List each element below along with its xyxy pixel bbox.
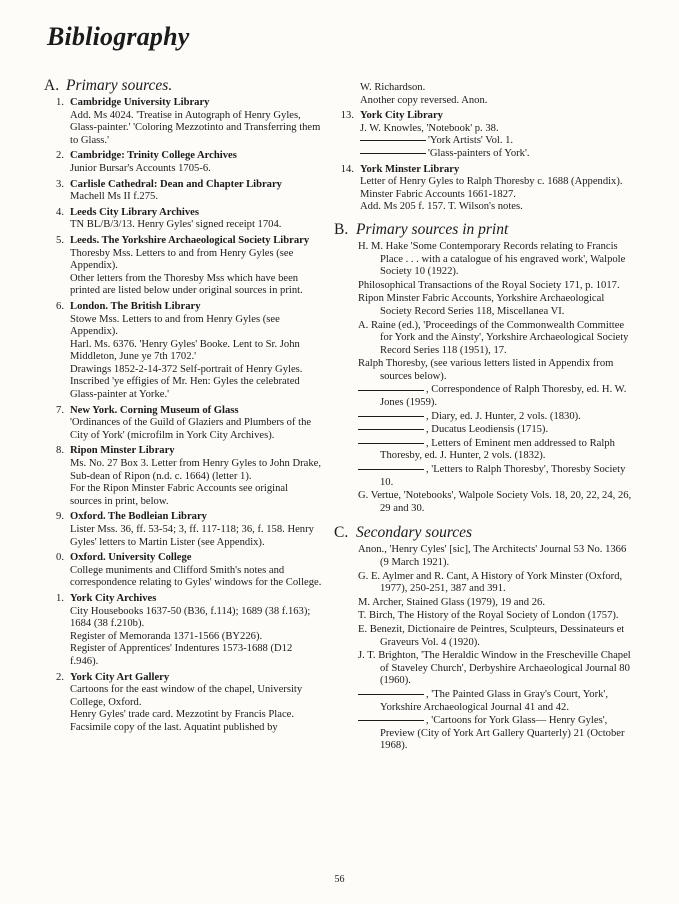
bib-item: G. Vertue, 'Notebooks', Walpole Society Vols. 18, 20, 22, 24, 26, 29 and 30.	[358, 490, 632, 514]
bib-item: A. Raine (ed.), 'Proceedings of the Commonwealth Committee for York and the Ainsty', Yorkshire Archaeological Society Record Series 118 (1951), 17.	[358, 319, 629, 356]
entry-text: Register of Apprentices' Indentures 1573-1688 (D12 f.946).	[70, 643, 293, 667]
entry-repository: Cambridge: Trinity College Archives	[70, 150, 237, 162]
ditto-line	[360, 148, 634, 161]
page-number: 56	[334, 874, 345, 885]
section-title: Primary sources in print	[356, 220, 509, 238]
entry-text: Add. Ms 205 f. 157. T. Wilson's notes.	[360, 201, 523, 213]
entry-text: J. W. Knowles, 'Notebook' p. 38.	[360, 122, 499, 134]
entry-text: TN BL/B/3/13. Henry Gyles' signed receipt 1704.	[70, 219, 282, 231]
entry-text: , 'Cartoons for York Glass— Henry Gyles', Preview (City of York Art Gallery Quarterly) 21 (October 1968).	[380, 715, 625, 752]
entry-text: College muniments and Clifford Smith's notes and correspondence relating to Gyles' windows for the College.	[70, 564, 322, 589]
entry-text: Add. Ms 4024. 'Treatise in Autograph of Henry Gyles, Glass-painter.' 'Coloring Mezzotinto and Transferring them to Glass.'	[70, 109, 321, 146]
entry-repository: London. The British Library	[70, 300, 201, 312]
ditto-rule	[358, 390, 424, 391]
entry-text: Lister Mss. 36, ff. 53-54; 3, ff. 117-118; 36, f. 158. Henry Gyles' letters to Martin Lister (see Appendix).	[70, 524, 314, 548]
bib-item: E. Benezit, Dictionaire de Peintres, Sculpteurs, Dessinateurs et Graveurs Vol. 4 (1920).	[358, 623, 625, 648]
ditto-rule	[358, 429, 424, 430]
ditto-item	[334, 384, 634, 409]
bib-entry	[44, 207, 322, 232]
ditto-item	[334, 438, 634, 463]
ditto-rule	[360, 153, 426, 154]
entry-number: 8.	[56, 445, 64, 457]
entry-number: 1.	[56, 97, 64, 108]
ditto-rule	[360, 140, 426, 141]
entry-text: For the Ripon Minster Fabric Accounts see original sources in print, below.	[70, 483, 289, 507]
entry-text: City Housebooks 1637-50 (B36, f.114); 1689 (38 f.163); 1684 (38 f.210b).	[70, 605, 311, 630]
bib-entry	[44, 179, 322, 204]
bib-entry	[44, 235, 322, 298]
entry-text: Ms. No. 27 Box 3. Letter from Henry Gyles to John Drake, Sub-dean of Ripon (n.d. c. 1664) (letter 1).	[70, 458, 321, 482]
bib-item: Ripon Minster Fabric Accounts, Yorkshire Archaeological Society Record Series 118, Miscellanea VI.	[358, 293, 605, 317]
section-letter: B.	[334, 220, 349, 238]
entry-text: Letter of Henry Gyles to Ralph Thoresby c. 1688 (Appendix).	[360, 176, 623, 188]
entry-repository: Cambridge University Library	[70, 97, 210, 108]
bib-entry	[44, 445, 322, 508]
entry-repository: Oxford. The Bodleian Library	[70, 511, 207, 523]
entry-number: 9.	[56, 511, 64, 523]
entry-number: 4.	[56, 206, 64, 218]
entry-text: , 'Letters to Ralph Thoresby', Thoresby Society 10.	[380, 464, 626, 488]
ditto-rule	[358, 416, 424, 417]
bib-entry	[334, 110, 634, 160]
bib-item: G. E. Aylmer and R. Cant, A History of York Minster (Oxford, 1977), 250-251, 387 and 391.	[358, 570, 623, 595]
entry-text: W. Richardson.	[360, 82, 426, 93]
entry-text: , 'The Painted Glass in Gray's Court, York', Yorkshire Archaeological Journal 41 and 42.	[380, 688, 608, 713]
entry-number: 13.	[340, 110, 354, 122]
bib-entry	[44, 672, 322, 735]
bib-entry	[44, 511, 322, 549]
bib-entry	[334, 164, 634, 214]
ditto-rule	[358, 469, 424, 470]
entry-text: Stowe Mss. Letters to and from Henry Gyles (see Appendix).	[70, 313, 280, 338]
secondary-sources-list	[334, 544, 634, 753]
entry-number: 0.	[56, 552, 64, 564]
ditto-item	[334, 715, 634, 753]
section-title: Secondary sources	[356, 524, 473, 542]
entry-number: 2.	[56, 150, 64, 162]
entry-text: , Diary, ed. J. Hunter, 2 vols. (1830).	[426, 410, 581, 422]
bib-item: Anon., 'Henry Cyles' [sic], The Architects' Journal 53 No. 1366 (9 March 1921).	[358, 544, 627, 568]
bib-entry	[44, 97, 322, 147]
entry-repository: Leeds. The Yorkshire Archaeological Society Library	[70, 234, 310, 246]
bib-item: J. T. Brighton, 'The Heraldic Window in the Frescheville Chapel of Staveley Church', Derbyshire Archaeological Journal 80 (1960).	[358, 650, 631, 687]
entry-text: , Correspondence of Ralph Thoresby, ed. H. W. Jones (1959).	[380, 384, 627, 409]
entry-text: Cartoons for the east window of the chapel, University College, Oxford.	[70, 684, 303, 708]
section-letter: C.	[334, 524, 349, 542]
ditto-rule	[358, 443, 424, 444]
primary-sources-continued	[334, 82, 634, 214]
entry-text: Junior Bursar's Accounts 1705-6.	[70, 162, 211, 174]
entry-number: 3.	[56, 178, 64, 190]
entry-text: 'Glass-painters of York'.	[428, 147, 530, 159]
ditto-line	[360, 135, 634, 148]
entry-text: Drawings 1852-2-14-372 Self-portrait of Henry Gyles. Inscribed 'ye effigies of Mr. Hen: Gyles the celebrated Glass-painter at Yorke.'	[70, 363, 303, 401]
entry-text: Register of Memoranda 1371-1566 (BY226).	[70, 630, 263, 642]
bib-entry-continued	[334, 82, 634, 107]
entry-text: Harl. Ms. 6376. 'Henry Gyles' Booke. Lent to Sr. John Middleton, June ye 7th 1702.'	[70, 338, 300, 363]
entry-repository: Leeds City Library Archives	[70, 206, 199, 218]
left-column	[44, 72, 322, 738]
bib-item: T. Birch, The History of the Royal Society of London (1757).	[358, 610, 619, 622]
bib-item: H. M. Hake 'Some Contemporary Records relating to Francis Place . . . with a catalogue of his engraved work', Walpole Society 10 (1922).	[358, 240, 626, 278]
ditto-item	[334, 464, 634, 489]
ditto-item	[334, 424, 634, 437]
entry-number: 2.	[56, 671, 64, 683]
entry-text: , Letters of Eminent men addressed to Ralph Thoresby, ed. J. Hunter, 2 vols. (1832).	[380, 437, 615, 462]
bib-entry	[44, 150, 322, 175]
entry-repository: Ripon Minster Library	[70, 445, 175, 457]
entry-number: 1.	[56, 592, 64, 604]
entry-repository: York City Archives	[70, 592, 157, 604]
ditto-item	[334, 411, 634, 424]
section-a-heading	[44, 76, 322, 95]
section-c-heading	[334, 523, 634, 542]
entry-text: Another copy reversed. Anon.	[360, 94, 488, 106]
bib-entry	[44, 552, 322, 590]
entry-repository: Carlisle Cathedral: Dean and Chapter Library	[70, 178, 282, 190]
entry-number: 7.	[56, 404, 64, 416]
entry-text: Thoresby Mss. Letters to and from Henry Gyles (see Appendix).	[70, 247, 294, 272]
entry-number: 6.	[56, 300, 64, 312]
primary-sources-list	[44, 97, 322, 735]
entry-text: Machell Ms II f.275.	[70, 191, 158, 203]
bib-item: Ralph Thoresby, (see various letters listed in Appendix from sources below).	[358, 358, 614, 382]
entry-text: Minster Fabric Accounts 1661-1827.	[360, 188, 516, 200]
bib-entry	[44, 301, 322, 402]
entry-text: Henry Gyles' trade card. Mezzotint by Francis Place.	[70, 709, 295, 721]
entry-repository: Oxford. University College	[70, 552, 192, 564]
right-column	[334, 82, 634, 754]
primary-in-print-list	[334, 241, 634, 515]
section-title: Primary sources.	[66, 77, 173, 94]
entry-text: Facsimile copy of the last. Aquatint published by	[70, 721, 278, 733]
entry-text: Other letters from the Thoresby Mss which have been printed are listed below under original sources in print.	[70, 272, 303, 297]
section-b-heading	[334, 220, 634, 239]
entry-repository: York City Library	[360, 110, 443, 122]
entry-text: 'Ordinances of the Guild of Glaziers and Plumbers of the City of York' (microfilm in York City Archives).	[70, 417, 312, 441]
entry-text: 'York Artists' Vol. 1.	[428, 135, 514, 147]
bib-entry	[44, 405, 322, 443]
entry-repository: York City Art Gallery	[70, 671, 170, 683]
bib-entry	[44, 593, 322, 669]
ditto-rule	[358, 720, 424, 721]
page-title: Bibliography	[47, 22, 190, 51]
entry-text: , Ducatus Leodiensis (1715).	[426, 424, 549, 436]
ditto-rule	[358, 694, 424, 695]
bib-item: Philosophical Transactions of the Royal Society 171, p. 1017.	[358, 279, 620, 291]
section-letter: A.	[44, 77, 60, 94]
bib-item: M. Archer, Stained Glass (1979), 19 and 26.	[358, 596, 545, 608]
ditto-item	[334, 689, 634, 714]
entry-number: 5.	[56, 234, 64, 246]
entry-number: 14.	[340, 163, 354, 175]
entry-repository: York Minster Library	[360, 163, 460, 175]
entry-repository: New York. Corning Museum of Glass	[70, 404, 239, 416]
